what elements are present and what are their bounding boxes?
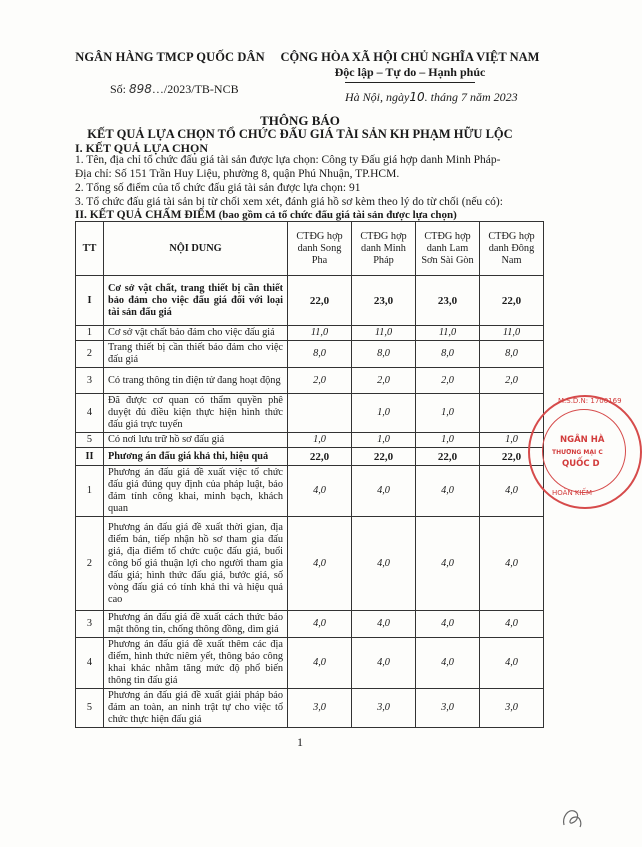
score-org-4: 22,0	[480, 276, 544, 326]
table-row	[76, 638, 544, 689]
score-org-1: 2,0	[288, 368, 352, 394]
handwritten-signature	[560, 805, 584, 831]
date-suffix: . tháng 7 năm 2023	[424, 90, 518, 104]
seal-line-2: THƯƠNG MẠI C	[552, 449, 603, 456]
score-org-3: 4,0	[416, 638, 480, 689]
date-line	[345, 90, 518, 105]
bank-name: NGÂN HÀNG TMCP QUỐC DÂN	[75, 50, 265, 64]
score-org-3: 8,0	[416, 341, 480, 368]
row-number: I	[76, 276, 104, 326]
table-row	[76, 466, 544, 517]
row-content: Phương án đấu giá đề xuất thời gian, địa điểm bán, tiếp nhận hồ sơ tham gia đấu giá, địa điểm tổ chức cuộc đấu giá, buổi công bố giá thuận lợi cho người tham gia đấu giá; hình thức đấu giá, bước giá, số vòng đấu giá có tính khả thi và hiệu quả cao	[104, 517, 288, 611]
score-org-4: 3,0	[480, 689, 544, 728]
row-content: Phương án đấu giá đề xuất việc tổ chức đấu giá đúng quy định của pháp luật, bảo đảm tính công khai, minh bạch, khách quan	[104, 466, 288, 517]
date-day: 10	[409, 90, 425, 104]
score-org-3: 2,0	[416, 368, 480, 394]
row-number: 5	[76, 689, 104, 728]
row-content: Trang thiết bị cần thiết bảo đảm cho việc đấu giá	[104, 341, 288, 368]
score-org-2: 8,0	[352, 341, 416, 368]
score-org-3: 23,0	[416, 276, 480, 326]
page-number: 1	[297, 735, 303, 749]
score-org-3: 4,0	[416, 517, 480, 611]
document-number	[110, 82, 239, 97]
score-org-3: 3,0	[416, 689, 480, 728]
seal-top-text: M.S.D.N: 1700169	[558, 397, 622, 405]
doc-no-prefix: Số:	[110, 82, 127, 96]
table-row	[76, 433, 544, 448]
score-org-1: 4,0	[288, 638, 352, 689]
table-row	[76, 368, 544, 394]
row-content: Có trang thông tin điện tử đang hoạt động	[104, 368, 288, 394]
row-number: 3	[76, 368, 104, 394]
section-2-note: (bao gồm cả tổ chức đấu giá tài sản được lựa chọn)	[218, 209, 457, 221]
score-org-2: 3,0	[352, 689, 416, 728]
row-number: 3	[76, 611, 104, 638]
doc-no-suffix: …/2023/TB-NCB	[151, 82, 239, 96]
score-org-1: 22,0	[288, 448, 352, 466]
seal-line-1: NGÂN HÀ	[560, 435, 605, 445]
score-org-1: 4,0	[288, 517, 352, 611]
header-org-2: CTĐG hợp danh Minh Pháp	[352, 222, 416, 276]
score-org-1: 4,0	[288, 611, 352, 638]
header-tt: TT	[76, 222, 104, 276]
score-org-4: 8,0	[480, 341, 544, 368]
score-org-3: 11,0	[416, 326, 480, 341]
table-row	[76, 394, 544, 433]
score-org-4: 4,0	[480, 517, 544, 611]
row-number: 1	[76, 326, 104, 341]
score-org-2: 4,0	[352, 611, 416, 638]
score-org-2: 1,0	[352, 394, 416, 433]
country-name: CỘNG HÒA XÃ HỘI CHỦ NGHĨA VIỆT NAM	[280, 50, 540, 64]
score-org-3: 22,0	[416, 448, 480, 466]
header-org-3: CTĐG hợp danh Lam Sơn Sài Gòn	[416, 222, 480, 276]
score-org-2: 4,0	[352, 517, 416, 611]
table-row	[76, 611, 544, 638]
header-org-4: CTĐG hợp danh Đông Nam	[480, 222, 544, 276]
score-org-1: 3,0	[288, 689, 352, 728]
row-number: 5	[76, 433, 104, 448]
section-1-line-1: 1. Tên, địa chỉ tổ chức đấu giá tài sản được lựa chọn: Công ty Đấu giá hợp danh Minh Pháp-	[75, 154, 501, 166]
company-seal	[528, 395, 642, 509]
score-org-2: 4,0	[352, 466, 416, 517]
table-header-row	[76, 222, 544, 276]
motto: Độc lập – Tự do – Hạnh phúc	[334, 65, 486, 79]
section-1-line-3: 2. Tổng số điểm của tổ chức đấu giá tài sản được lựa chọn: 91	[75, 182, 361, 194]
section-1-heading: I. KẾT QUẢ LỰA CHỌN	[75, 141, 209, 155]
row-number: 4	[76, 394, 104, 433]
row-content: Phương án đấu giá đề xuất thêm các địa điểm, hình thức niêm yết, thông báo công khai khác nhằm tăng mức độ phổ biến thông tin đấu giá	[104, 638, 288, 689]
score-org-3: 1,0	[416, 433, 480, 448]
motto-underline	[345, 82, 475, 83]
date-prefix: Hà Nội, ngày	[345, 90, 410, 104]
table-row	[76, 517, 544, 611]
row-content: Cơ sở vật chất bảo đảm cho việc đấu giá	[104, 326, 288, 341]
table-group-row	[76, 276, 544, 326]
row-number: 4	[76, 638, 104, 689]
table-group-row	[76, 448, 544, 466]
row-content: Có nơi lưu trữ hồ sơ đấu giá	[104, 433, 288, 448]
score-org-1: 11,0	[288, 326, 352, 341]
section-2-title: II. KẾT QUẢ CHẤM ĐIỂM	[75, 209, 216, 221]
score-org-2: 23,0	[352, 276, 416, 326]
score-org-1: 1,0	[288, 433, 352, 448]
score-org-4: 22,0	[480, 448, 544, 466]
table-row	[76, 689, 544, 728]
score-org-2: 4,0	[352, 638, 416, 689]
score-org-1: 4,0	[288, 466, 352, 517]
score-org-4: 11,0	[480, 326, 544, 341]
section-1-line-2: Địa chỉ: Số 151 Trần Huy Liệu, phường 8, quận Phú Nhuận, TP.HCM.	[75, 168, 400, 180]
score-org-4: 1,0	[480, 433, 544, 448]
seal-line-3: QUỐC D	[562, 459, 600, 469]
seal-bottom-text: HOÀN KIẾM	[552, 489, 593, 497]
table-row	[76, 341, 544, 368]
score-org-4: 2,0	[480, 368, 544, 394]
row-content: Phương án đấu giá khả thi, hiệu quả	[104, 448, 288, 466]
score-org-2: 2,0	[352, 368, 416, 394]
document-title: THÔNG BÁO	[260, 113, 340, 128]
row-number: 1	[76, 466, 104, 517]
row-content: Phương án đấu giá đề xuất cách thức bảo mật thông tin, chống thông đồng, dìm giá	[104, 611, 288, 638]
header-org-1: CTĐG hợp danh Song Pha	[288, 222, 352, 276]
section-2-heading	[75, 209, 457, 221]
row-number: 2	[76, 517, 104, 611]
row-number: 2	[76, 341, 104, 368]
score-org-3: 4,0	[416, 611, 480, 638]
score-org-2: 11,0	[352, 326, 416, 341]
score-org-4: 4,0	[480, 466, 544, 517]
national-header	[275, 50, 545, 83]
document-subtitle: KẾT QUẢ LỰA CHỌN TỔ CHỨC ĐẤU GIÁ TÀI SẢN KH PHẠM HỮU LỘC	[87, 127, 513, 141]
score-org-4: 4,0	[480, 638, 544, 689]
score-org-2: 22,0	[352, 448, 416, 466]
score-org-3: 1,0	[416, 394, 480, 433]
score-org-2: 1,0	[352, 433, 416, 448]
score-org-3: 4,0	[416, 466, 480, 517]
header-content: NỘI DUNG	[104, 222, 288, 276]
score-org-1: 8,0	[288, 341, 352, 368]
section-1-line-4: 3. Tổ chức đấu giá tài sản bị từ chối xem xét, đánh giá hồ sơ kèm theo lý do từ chối (nếu có):	[75, 196, 503, 208]
table-row	[76, 326, 544, 341]
row-number: II	[76, 448, 104, 466]
doc-no-handwritten: 898	[129, 82, 152, 96]
row-content: Cơ sở vật chất, trang thiết bị cần thiết bảo đảm cho việc đấu giá đối với loại tài sản đấu giá	[104, 276, 288, 326]
row-content: Phương án đấu giá đề xuất giải pháp bảo đảm an toàn, an ninh trật tự cho việc tổ chức thực hiện đấu giá	[104, 689, 288, 728]
score-org-1: 22,0	[288, 276, 352, 326]
score-org-1	[288, 394, 352, 433]
score-org-4: 4,0	[480, 611, 544, 638]
scoring-table	[75, 221, 544, 728]
row-content: Đã được cơ quan có thẩm quyền phê duyệt đủ điều kiện thực hiện hình thức đấu giá trực tuyến	[104, 394, 288, 433]
